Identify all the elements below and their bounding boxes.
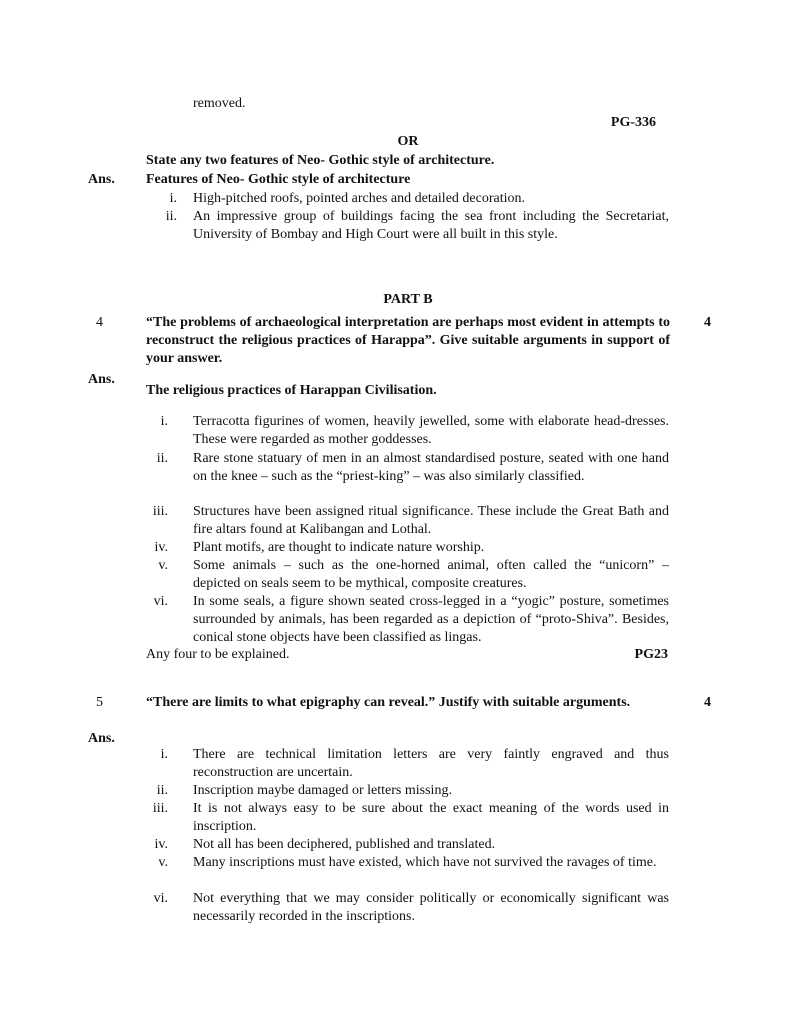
carryover-text: removed.	[193, 96, 246, 111]
item-number: ii.	[156, 783, 168, 798]
item-number: vi.	[153, 594, 168, 609]
alt-question: State any two features of Neo- Gothic style of architecture.	[146, 153, 495, 168]
list-item: High-pitched roofs, pointed arches and detailed decoration.	[193, 191, 525, 206]
question-marks: 4	[704, 695, 711, 710]
list-item: It is not always easy to be sure about the exact meaning of the words used in inscription.	[193, 801, 669, 834]
item-number: iii.	[152, 801, 168, 816]
item-number: iv.	[154, 837, 168, 852]
list-item: Not everything that we may consider politically or economically significant was necessarily recorded in the inscriptions.	[193, 891, 669, 924]
list-item: Rare stone statuary of men in an almost standardised posture, seated with one hand on the knee – such as the “priest-king” – was also similarly classified.	[193, 451, 669, 484]
question-number: 4	[96, 315, 103, 330]
ans-label: Ans.	[88, 731, 115, 746]
answer-heading: The religious practices of Harappan Civilisation.	[146, 383, 437, 398]
item-number: i.	[169, 191, 177, 206]
page-reference: PG23	[634, 647, 668, 662]
item-number: vi.	[153, 891, 168, 906]
or-label: OR	[397, 134, 419, 149]
item-number: ii.	[156, 451, 168, 466]
list-item: Inscription maybe damaged or letters missing.	[193, 783, 452, 798]
section-heading: PART B	[383, 292, 433, 307]
list-item: Terracotta figurines of women, heavily jewelled, some with elaborate head-dresses. These were regarded as mother goddesses.	[193, 414, 669, 447]
list-item: Many inscriptions must have existed, which have not survived the ravages of time.	[193, 855, 657, 870]
list-item: Plant motifs, are thought to indicate nature worship.	[193, 540, 485, 555]
list-item: Structures have been assigned ritual significance. These include the Great Bath and fire altars found at Kalibangan and Lothal.	[193, 504, 669, 537]
item-number: v.	[158, 558, 168, 573]
item-number: v.	[158, 855, 168, 870]
question-text: “The problems of archaeological interpretation are perhaps most evident in attempts to reconstruct the religious practices of Harappa”. Give suitable arguments in support of your answer.	[146, 315, 670, 366]
instruction-note: Any four to be explained.	[146, 647, 290, 662]
item-number: iii.	[152, 504, 168, 519]
ans-label: Ans.	[88, 172, 115, 187]
question-text: “There are limits to what epigraphy can reveal.” Justify with suitable arguments.	[146, 695, 631, 710]
list-item: Not all has been deciphered, published and translated.	[193, 837, 496, 852]
item-number: i.	[160, 414, 168, 429]
item-number: iv.	[154, 540, 168, 555]
question-number: 5	[96, 695, 103, 710]
page-reference: PG-336	[610, 115, 656, 130]
list-item: An impressive group of buildings facing the sea front including the Secretariat, University of Bombay and High Court were all built in this style.	[193, 209, 669, 242]
list-item: In some seals, a figure shown seated cross-legged in a “yogic” posture, sometimes surrounded by animals, has been regarded as a depiction of “proto-Shiva”. Besides, conical stone objects have been classified as lingas.	[193, 594, 669, 645]
list-item: Some animals – such as the one-horned animal, often called the “unicorn” – depicted on seals seem to be mythical, composite creatures.	[193, 558, 669, 591]
answer-heading: Features of Neo- Gothic style of architecture	[146, 172, 411, 187]
question-marks: 4	[704, 315, 711, 330]
item-number: ii.	[165, 209, 177, 224]
ans-label: Ans.	[88, 372, 115, 387]
list-item: There are technical limitation letters are very faintly engraved and thus reconstruction are uncertain.	[193, 747, 669, 780]
item-number: i.	[160, 747, 168, 762]
